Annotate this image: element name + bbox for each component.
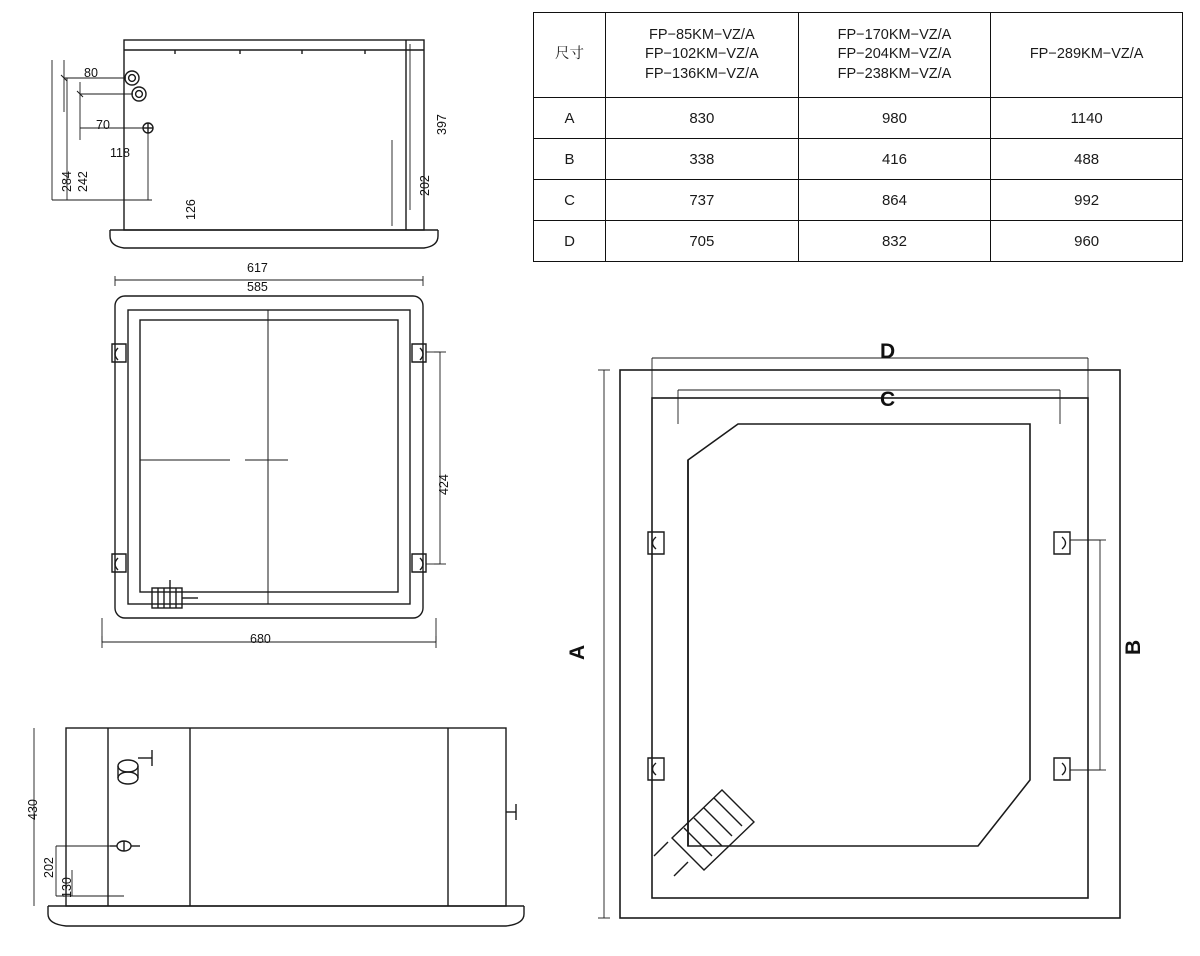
row-label: D bbox=[534, 221, 606, 262]
dimension-118: 118 bbox=[110, 146, 130, 160]
cell-value: 992 bbox=[991, 180, 1183, 221]
cell-value: 705 bbox=[606, 221, 799, 262]
front-elevation-view bbox=[40, 20, 500, 260]
header-cell-group-3 bbox=[991, 13, 1183, 98]
header-cell-group-2 bbox=[798, 13, 991, 98]
cell-value: 1140 bbox=[991, 98, 1183, 139]
table-row bbox=[534, 221, 1183, 262]
dimension-202: 202 bbox=[42, 857, 56, 878]
model-name: FP−102KM−VZ/A bbox=[645, 46, 759, 63]
cell-value: 830 bbox=[606, 98, 799, 139]
dimension-430: 430 bbox=[26, 799, 40, 820]
dimension-126: 126 bbox=[184, 199, 198, 220]
dimension-617: 617 bbox=[247, 261, 268, 275]
row-label: A bbox=[534, 98, 606, 139]
model-name: FP−238KM−VZ/A bbox=[837, 65, 952, 82]
dimension-70: 70 bbox=[96, 118, 110, 132]
header-cell-size: 尺寸 bbox=[534, 13, 606, 98]
model-name: FP−136KM−VZ/A bbox=[645, 65, 759, 82]
cell-value: 338 bbox=[606, 139, 799, 180]
dimension-284: 284 bbox=[60, 171, 74, 192]
row-label: B bbox=[534, 139, 606, 180]
model-name: FP−85KM−VZ/A bbox=[649, 26, 755, 43]
dimension-680: 680 bbox=[250, 632, 271, 646]
label-A: A bbox=[566, 644, 589, 660]
cell-value: 980 bbox=[798, 98, 991, 139]
cell-value: 737 bbox=[606, 180, 799, 221]
table-row bbox=[534, 180, 1183, 221]
model-name: FP−289KM−VZ/A bbox=[1029, 46, 1144, 63]
header-cell-group-1 bbox=[606, 13, 799, 98]
table-header-row bbox=[534, 13, 1183, 98]
dimension-397: 397 bbox=[435, 114, 449, 135]
dimension-242: 242 bbox=[76, 171, 90, 192]
table-row bbox=[534, 98, 1183, 139]
dimension-80: 80 bbox=[84, 66, 98, 80]
cell-value: 488 bbox=[991, 139, 1183, 180]
row-label: C bbox=[534, 180, 606, 221]
spec-table bbox=[533, 12, 1183, 262]
dimension-424: 424 bbox=[437, 474, 451, 495]
plan-view bbox=[40, 270, 500, 660]
label-D: D bbox=[880, 340, 896, 363]
model-name: FP−170KM−VZ/A bbox=[837, 26, 952, 43]
cell-value: 864 bbox=[798, 180, 991, 221]
dimension-585: 585 bbox=[247, 280, 268, 294]
label-B: B bbox=[1122, 639, 1145, 655]
cell-value: 416 bbox=[798, 139, 991, 180]
side-elevation-view bbox=[20, 700, 550, 940]
cell-value: 832 bbox=[798, 221, 991, 262]
table-row bbox=[534, 139, 1183, 180]
cell-value: 960 bbox=[991, 221, 1183, 262]
dimension-130: 130 bbox=[60, 877, 74, 898]
label-C: C bbox=[880, 388, 896, 411]
panel-outline-view bbox=[560, 350, 1180, 940]
model-name: FP−204KM−VZ/A bbox=[837, 46, 952, 63]
dimension-202: 202 bbox=[418, 175, 432, 196]
